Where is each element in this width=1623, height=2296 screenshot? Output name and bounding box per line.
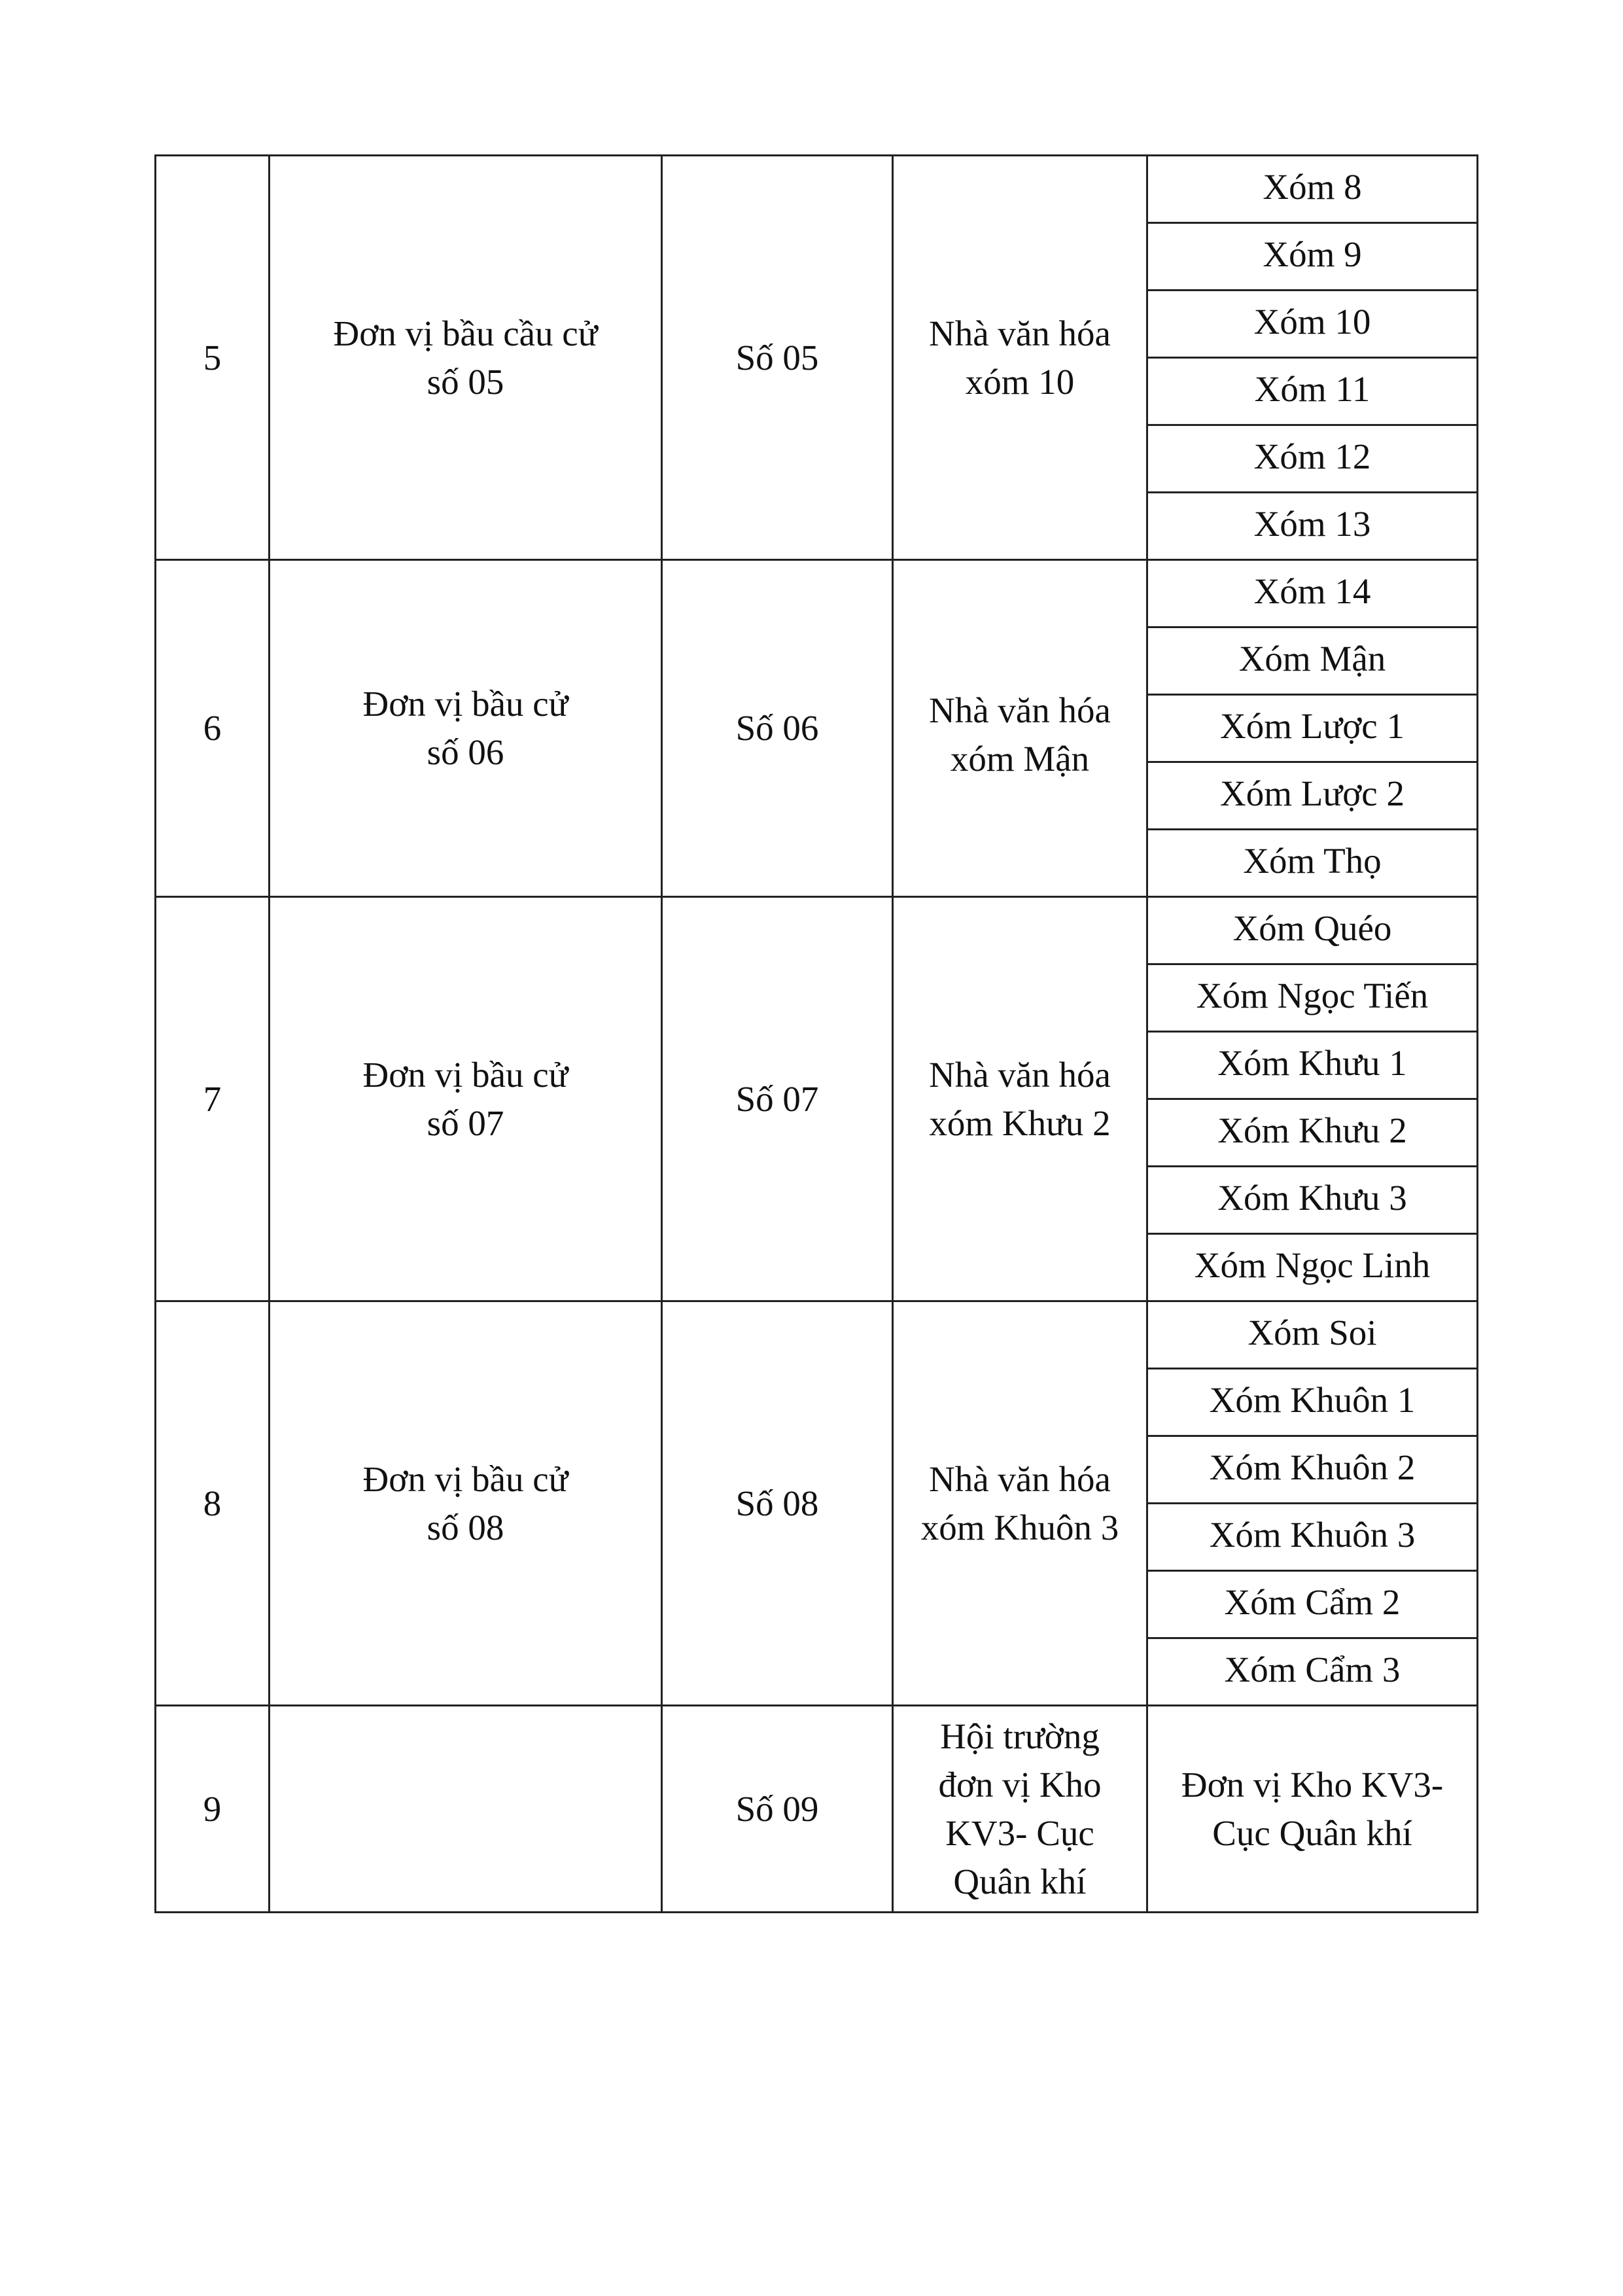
location-cell: Nhà văn hóa xóm Mận	[893, 560, 1147, 897]
stt-cell: 5	[156, 156, 270, 560]
unit-cell	[270, 1706, 662, 1913]
village-cell: Xóm Khuôn 2	[1147, 1436, 1478, 1504]
location-cell: Nhà văn hóa xóm 10	[893, 156, 1147, 560]
village-cell: Xóm Quéo	[1147, 897, 1478, 964]
village-cell: Xóm Ngọc Tiến	[1147, 964, 1478, 1032]
village-cell: Xóm Cẩm 2	[1147, 1571, 1478, 1638]
village-cell: Xóm Lược 2	[1147, 762, 1478, 830]
table-row	[156, 156, 1478, 223]
village-cell: Xóm Khưu 2	[1147, 1099, 1478, 1167]
village-cell: Đơn vị Kho KV3- Cục Quân khí	[1147, 1706, 1478, 1913]
unit-cell: Đơn vị bầu cầu cử số 05	[270, 156, 662, 560]
village-cell: Xóm Soi	[1147, 1301, 1478, 1369]
village-cell: Xóm Ngọc Linh	[1147, 1234, 1478, 1301]
number-cell: Số 06	[662, 560, 893, 897]
location-cell: Hội trường đơn vị Kho KV3- Cục Quân khí	[893, 1706, 1147, 1913]
unit-cell: Đơn vị bầu cử số 07	[270, 897, 662, 1301]
location-cell: Nhà văn hóa xóm Khuôn 3	[893, 1301, 1147, 1706]
village-cell: Xóm 10	[1147, 291, 1478, 358]
stt-cell: 8	[156, 1301, 270, 1706]
village-cell: Xóm Khuôn 1	[1147, 1369, 1478, 1436]
stt-cell: 7	[156, 897, 270, 1301]
number-cell: Số 08	[662, 1301, 893, 1706]
village-cell: Xóm Lược 1	[1147, 695, 1478, 762]
village-cell: Xóm Mận	[1147, 627, 1478, 695]
village-cell: Xóm 13	[1147, 493, 1478, 560]
unit-cell: Đơn vị bầu cử số 06	[270, 560, 662, 897]
village-cell: Xóm 14	[1147, 560, 1478, 627]
village-cell: Xóm 12	[1147, 425, 1478, 493]
stt-cell: 6	[156, 560, 270, 897]
number-cell: Số 07	[662, 897, 893, 1301]
village-cell: Xóm Cẩm 3	[1147, 1638, 1478, 1706]
table-row	[156, 1706, 1478, 1913]
table-row	[156, 897, 1478, 964]
village-cell: Xóm 8	[1147, 156, 1478, 223]
polling-units-table	[154, 154, 1478, 1913]
village-cell: Xóm Khưu 3	[1147, 1167, 1478, 1234]
table-row	[156, 560, 1478, 627]
unit-cell: Đơn vị bầu cử số 08	[270, 1301, 662, 1706]
village-cell: Xóm Khưu 1	[1147, 1032, 1478, 1099]
village-cell: Xóm Khuôn 3	[1147, 1504, 1478, 1571]
number-cell: Số 09	[662, 1706, 893, 1913]
location-cell: Nhà văn hóa xóm Khưu 2	[893, 897, 1147, 1301]
village-cell: Xóm 11	[1147, 358, 1478, 425]
table-row	[156, 1301, 1478, 1369]
village-cell: Xóm 9	[1147, 223, 1478, 291]
number-cell: Số 05	[662, 156, 893, 560]
village-cell: Xóm Thọ	[1147, 830, 1478, 897]
stt-cell: 9	[156, 1706, 270, 1913]
